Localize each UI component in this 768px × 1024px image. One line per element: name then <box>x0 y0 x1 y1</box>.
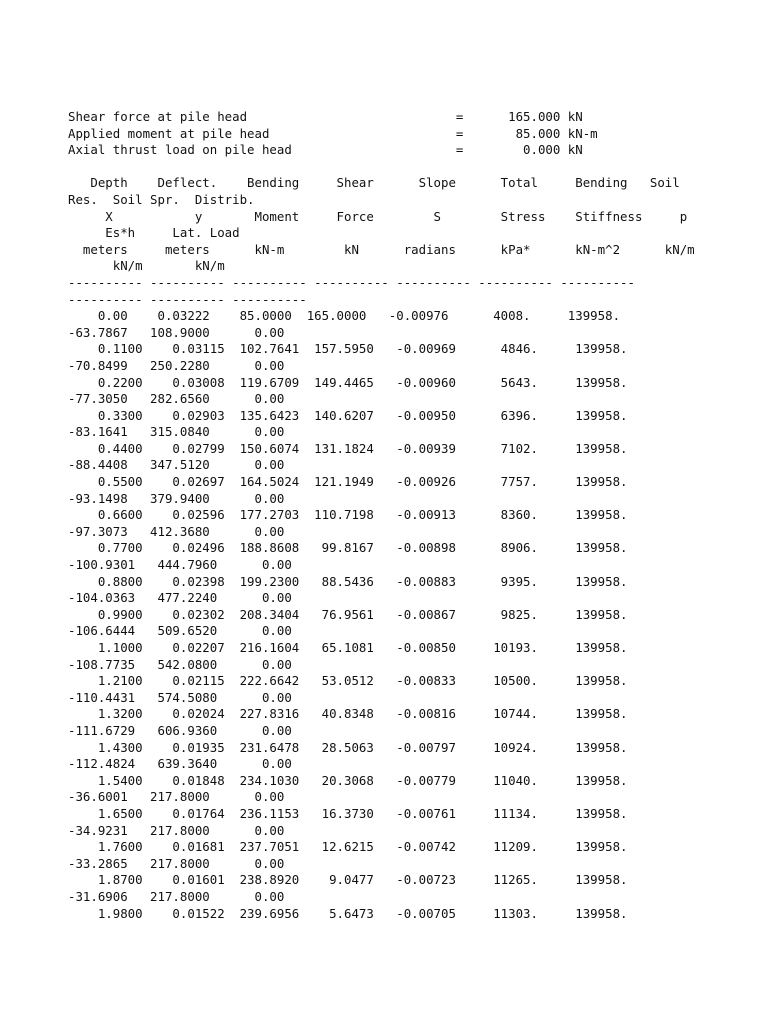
table-row-wrap-line: -34.9231 217.8000 0.00 <box>68 822 285 838</box>
table-row-main-line: 1.9800 0.01522 239.6956 5.6473 -0.00705 11303. 139958. <box>68 905 628 921</box>
table-row-main-line: 1.8700 0.01601 238.8920 9.0477 -0.00723 11265. 139958. <box>68 872 628 888</box>
table-row <box>68 673 728 706</box>
table-row-main-line: 0.7700 0.02496 188.8608 99.8167 -0.00898 8906. 139958. <box>68 540 628 556</box>
table-row-main-line: 1.3200 0.02024 227.8316 40.8348 -0.00816 10744. 139958. <box>68 706 628 722</box>
table-row-wrap-line: -97.3073 412.3680 0.00 <box>68 523 285 539</box>
axial-thrust-line: Axial thrust load on pile head = 0.000 kN <box>68 142 583 158</box>
table-row <box>68 574 728 607</box>
table-row-main-line: 1.5400 0.01848 234.1030 20.3068 -0.00779 11040. 139958. <box>68 772 628 788</box>
shear-force-line: Shear force at pile head = 165.000 kN <box>68 109 583 124</box>
separator-line: ---------- ---------- ---------- ---------- ---------- ---------- ---------- <box>68 274 635 290</box>
table-row-wrap-line: -83.1641 315.0840 0.00 <box>68 424 285 440</box>
table-row <box>68 341 728 374</box>
table-row <box>68 806 728 839</box>
table-row-main-line: 1.2100 0.02115 222.6642 53.0512 -0.00833 10500. 139958. <box>68 673 628 689</box>
table-row-main-line: 1.1000 0.02207 216.1604 65.1081 -0.00850 10193. 139958. <box>68 640 628 655</box>
table-row-main-line: 0.9900 0.02302 208.3404 76.9561 -0.00867 9825. 139958. <box>68 606 628 622</box>
pile-head-summary <box>68 109 728 159</box>
table-row-wrap-line: -88.4408 347.5120 0.00 <box>68 457 285 473</box>
table-row <box>68 906 728 923</box>
table-row-wrap-line: -110.4431 574.5080 0.00 <box>68 689 292 705</box>
column-titles-line-2-wrap: Es*h Lat. Load <box>68 225 240 241</box>
table-row-main-line: 0.5500 0.02697 164.5024 121.1949 -0.00926 7757. 139958. <box>68 474 628 490</box>
table-row-wrap-line: -33.2865 217.8000 0.00 <box>68 855 285 871</box>
table-row-main-line: 1.7600 0.01681 237.7051 12.6215 -0.00742 11209. 139958. <box>68 839 628 855</box>
table-row-wrap-line: -104.0363 477.2240 0.00 <box>68 590 292 606</box>
table-row-wrap-line: -106.6444 509.6520 0.00 <box>68 623 292 639</box>
table-row-wrap-line: -70.8499 250.2280 0.00 <box>68 357 285 373</box>
table-row-main-line: 0.4400 0.02799 150.6074 131.1824 -0.00939 7102. 139958. <box>68 440 628 456</box>
table-row <box>68 408 728 441</box>
column-titles-line-1-wrap: Res. Soil Spr. Distrib. <box>68 191 255 207</box>
table-row-wrap-line: -112.4824 639.3640 0.00 <box>68 756 292 772</box>
table-row-main-line: 0.3300 0.02903 135.6423 140.6207 -0.00950 6396. 139958. <box>68 407 628 423</box>
table-row-main-line: 0.00 0.03222 85.0000 165.0000 -0.00976 4008. 139958. <box>68 308 621 324</box>
table-row-wrap-line: -36.6001 217.8000 0.00 <box>68 789 285 805</box>
table-row-main-line: 0.2200 0.03008 119.6709 149.4465 -0.00960 5643. 139958. <box>68 374 628 390</box>
table-row <box>68 474 728 507</box>
table-body <box>68 308 728 922</box>
table-row-main-line: 1.4300 0.01935 231.6478 28.5063 -0.00797 10924. 139958. <box>68 739 628 755</box>
table-row-main-line: 0.1100 0.03115 102.7641 157.5950 -0.00969 4846. 139958. <box>68 341 628 357</box>
table-row-main-line: 1.6500 0.01764 236.1153 16.3730 -0.00761 11134. 139958. <box>68 805 628 821</box>
column-units-line-wrap: kN/m kN/m <box>68 258 225 274</box>
table-row-wrap-line: -93.1498 379.9400 0.00 <box>68 490 285 506</box>
table-row <box>68 839 728 872</box>
table-row <box>68 872 728 905</box>
table-row <box>68 773 728 806</box>
table-header <box>68 175 728 308</box>
column-units-line: meters meters kN-m kN radians kPa* kN-m^2 kN/m <box>68 241 695 257</box>
table-row <box>68 540 728 573</box>
pile-output-report <box>68 109 728 922</box>
table-row-wrap-line: -77.3050 282.6560 0.00 <box>68 391 285 407</box>
separator-line-wrap: ---------- ---------- ---------- <box>68 291 307 307</box>
applied-moment-line: Applied moment at pile head = 85.000 kN-m <box>68 125 598 141</box>
table-row-wrap-line: -108.7735 542.0800 0.00 <box>68 656 292 672</box>
table-row <box>68 706 728 739</box>
table-row <box>68 640 728 673</box>
table-row-wrap-line: -100.9301 444.7960 0.00 <box>68 557 292 573</box>
table-row <box>68 607 728 640</box>
table-row-main-line: 0.8800 0.02398 199.2300 88.5436 -0.00883 9395. 139958. <box>68 573 628 589</box>
table-row-main-line: 0.6600 0.02596 177.2703 110.7198 -0.00913 8360. 139958. <box>68 507 628 523</box>
table-row-wrap-line: -31.6906 217.8000 0.00 <box>68 888 285 904</box>
table-row <box>68 308 728 341</box>
table-row-wrap-line: -111.6729 606.9360 0.00 <box>68 722 292 738</box>
column-titles-line-1: Depth Deflect. Bending Shear Slope Total Bending Soil <box>68 175 680 191</box>
table-row <box>68 375 728 408</box>
column-titles-line-2: X y Moment Force S Stress Stiffness p <box>68 208 688 224</box>
table-row <box>68 740 728 773</box>
table-row-wrap-line: -63.7867 108.9000 0.00 <box>68 324 285 340</box>
blank-spacer <box>68 159 728 176</box>
table-row <box>68 441 728 474</box>
table-row <box>68 507 728 540</box>
